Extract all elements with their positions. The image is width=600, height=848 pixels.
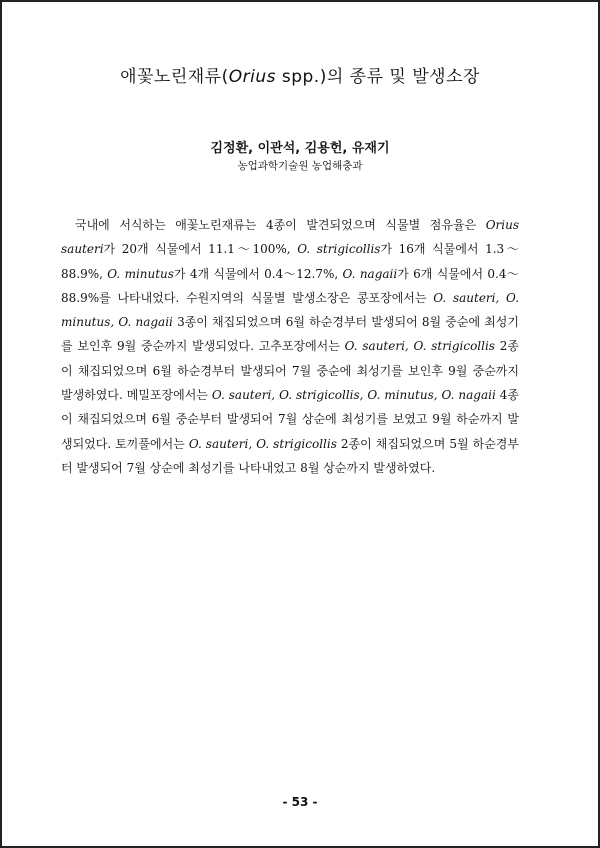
title-suffix: spp.)의 종류 및 발생소장 <box>275 67 480 87</box>
abstract-text: 4종이 채집되었으며 6월 중순부터 발생되어 7월 상순에 최성기를 보였고 9월 하순까지 발생되었다. 토끼풀에서는 <box>61 388 519 451</box>
species-name: Orius sauteri <box>61 218 519 257</box>
species-name: O. strigicollis <box>297 242 381 257</box>
abstract-text: 국내에 서식하는 애꽃노린재류는 4종이 발견되었으며 식물별 점유율은 <box>75 218 486 232</box>
species-name: O. nagaii <box>342 266 398 281</box>
authors: 김정환, 이관석, 김용헌, 유재기 <box>210 141 390 156</box>
species-name: O. sauteri, O. strigicollis <box>344 339 495 354</box>
abstract-text: 가 4개 식물에서 0.4～12.7%, <box>173 266 343 281</box>
page-number: - 53 - <box>282 795 318 809</box>
species-name: O. sauteri, O. strigicollis, O. minutus, O. nagaii <box>211 388 496 403</box>
title-prefix: 애꽃노린재류( <box>120 67 229 87</box>
abstract-text: 가 6개 식물에서 0.4～88.9%를 나타내었다. 수원지역의 식물별 발생소장은 콩포장에서는 <box>61 266 520 305</box>
species-name: O. sauteri, O. minutus, O. nagaii <box>61 290 520 330</box>
species-name: O. sauteri, O. strigicollis <box>188 436 337 451</box>
paper-title <box>0 62 600 87</box>
abstract <box>61 213 519 480</box>
species-name: O. minutus <box>107 266 174 281</box>
abstract-text: 2종이 채집되었으며 5월 하순경부터 발생되어 7월 상순에 최성기를 나타내었고 8월 상순까지 발생하였다. <box>61 436 519 475</box>
abstract-text: 2종이 채집되었으며 6월 하순경부터 발생되어 7월 중순에 최성기를 보인후 9월 중순까지 발생하였다. 메밀포장에서는 <box>61 339 519 403</box>
affiliation: 농업과학기술원 농업해충과 <box>237 160 363 172</box>
abstract-text: 가 20개 식물에서 11.1～100%, <box>103 242 298 257</box>
abstract-text: 가 16개 식물에서 1.3～88.9%, <box>61 242 519 281</box>
abstract-text: 3종이 채집되었으며 6월 하순경부터 발생되어 8월 중순에 최성기를 보인후 9월 중순까지 발생되었다. 고추포장에서는 <box>61 315 519 354</box>
title-scientific-name: Orius <box>228 67 276 87</box>
